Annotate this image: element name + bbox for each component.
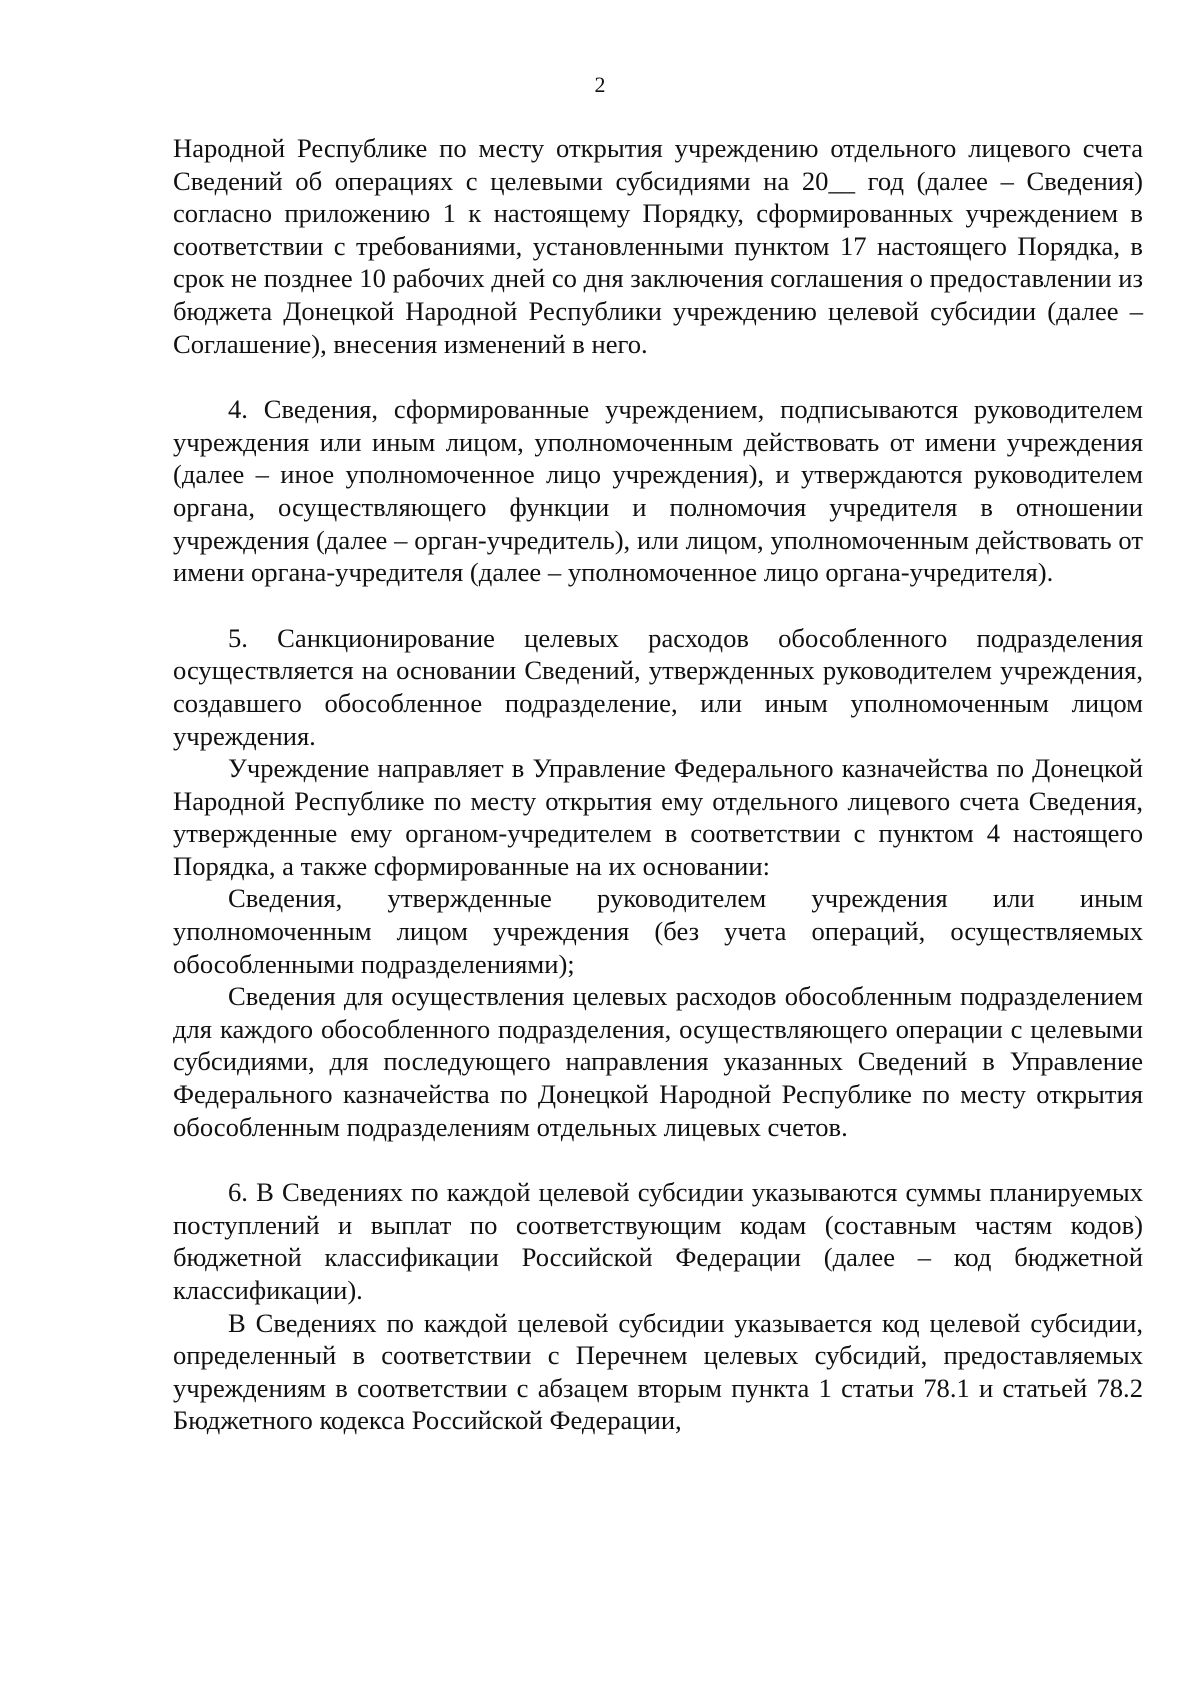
page-number: 2 [594, 72, 606, 97]
document-body [173, 132, 1143, 1437]
paragraph-item-6-subparagraph-1: В Сведениях по каждой целевой субсидии указывается код целевой субсидии, определенный в соответствии с Перечнем целевых субсидий, предоставляемых учреждениям в соответствии с абзацем вторым пункта 1 статьи 78.1 и статьей 78.2 Бюджетного кодекса Российской Федерации, [173, 1307, 1143, 1436]
paragraph-item-5-subparagraph-3: Сведения для осуществления целевых расходов обособленным подразделением для каждого обособленного подразделения, осуществляющего операции с целевыми субсидиями, для последующего направления указанных Сведений в Управление Федерального казначейства по Донецкой Народной Республике по месту открытия обособленным подразделениям отдельных лицевых счетов. [173, 981, 1143, 1142]
paragraph-item-5-subparagraph-1: Учреждение направляет в Управление Федерального казначейства по Донецкой Народной Республике по месту открытия ему отдельного лицевого счета Сведения, утвержденные ему органом-учредителем в соответствии с пунктом 4 настоящего Порядка, а также сформированные на их основании: [173, 753, 1143, 881]
paragraph-item-5: 5. Санкционирование целевых расходов обособленного подразделения осуществляется на основании Сведений, утвержденных руководителем учреждения, создавшего обособленное подразделение, или иным уполномоченным лицом учреждения. [173, 622, 1143, 751]
paragraph-item-5-subparagraph-2: Сведения, утвержденные руководителем учреждения или иным уполномоченным лицом учреждения (без учета операций, осуществляемых обособленными подразделениями); [173, 883, 1143, 979]
paragraph-item-4: 4. Сведения, сформированные учреждением, подписываются руководителем учреждения или иным лицом, уполномоченным действовать от имени учреждения (далее – иное уполномоченное лицо учреждения), и утверждаются руководителем органа, осуществляющего функции и полномочия учредителя в отношении учреждения (далее – орган-учредитель), или лицом, уполномоченным действовать от имени органа-учредителя (далее – уполномоченное лицо органа-учредителя). [173, 394, 1143, 588]
paragraph-continuation: Народной Республике по месту открытия учреждению отдельного лицевого счета Сведений об операциях с целевыми субсидиями на 20__ год (далее – Сведения) согласно приложению 1 к настоящему Порядку, сформированных учреждением в соответствии с требованиями, установленными пунктом 17 настоящего Порядка, в срок не позднее 10 рабочих дней со дня заключения соглашения о предоставлении из бюджета Донецкой Народной Республики учреждению целевой субсидии (далее – Соглашение), внесения изменений в него. [173, 133, 1143, 359]
paragraph-item-6: 6. В Сведениях по каждой целевой субсидии указываются суммы планируемых поступлений и выплат по соответствующим кодам (составным частям кодов) бюджетной классификации Российской Федерации (далее – код бюджетной классификации). [173, 1177, 1143, 1305]
